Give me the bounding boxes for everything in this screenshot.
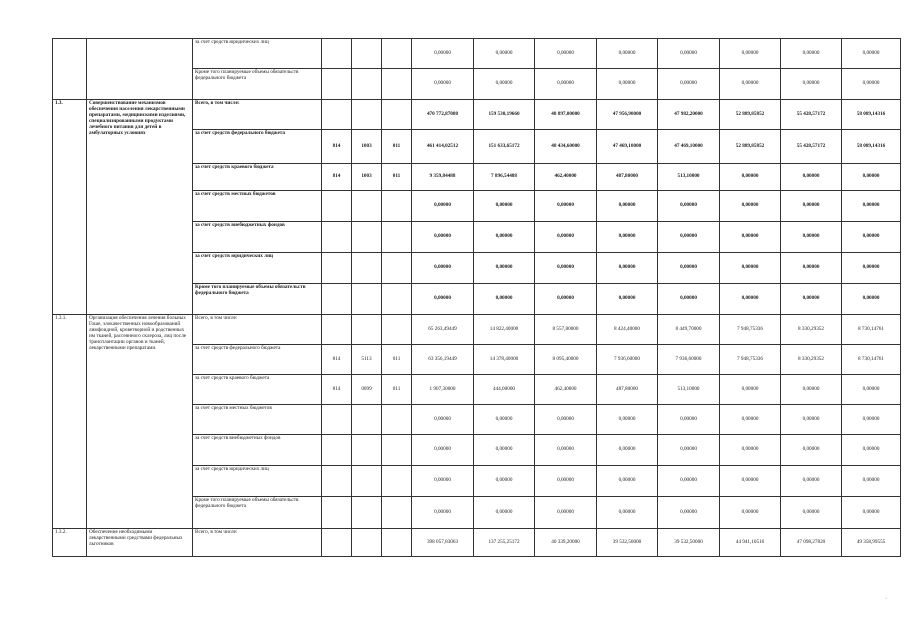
budget-code-cell [352, 100, 382, 130]
amount-cell: 137 255,25172 [474, 529, 535, 557]
amount-cell: 0,00000 [535, 405, 597, 435]
amount-cell: 0,00000 [720, 405, 781, 435]
amount-cell: 0,00000 [842, 253, 901, 284]
budget-code-cell: 0099 [352, 375, 382, 405]
table-row [53, 39, 901, 69]
amount-cell: 0,00000 [535, 497, 597, 529]
amount-cell: 0,00000 [842, 222, 901, 253]
amount-cell: 0,00000 [474, 253, 535, 284]
amount-cell: 0,00000 [842, 284, 901, 315]
amount-cell: 0,00000 [474, 191, 535, 222]
amount-cell: 7 896,54488 [474, 164, 535, 191]
budget-code-cell [322, 100, 352, 130]
amount-cell: 0,00000 [474, 435, 535, 466]
funding-source: за счет средств юридических лиц [193, 39, 322, 69]
budget-code-cell [322, 315, 352, 345]
amount-cell: 487,80000 [597, 164, 658, 191]
budget-code-cell: 011 [382, 375, 412, 405]
budget-code-cell: 814 [322, 130, 352, 164]
amount-cell: 63 356,19449 [412, 345, 474, 375]
amount-cell: 0,00000 [412, 222, 474, 253]
amount-cell: 0,00000 [842, 69, 901, 100]
budget-code-cell [382, 497, 412, 529]
budget-code-cell: 1003 [352, 130, 382, 164]
amount-cell: 0,00000 [658, 466, 720, 497]
budget-code-cell [352, 191, 382, 222]
amount-cell: 0,00000 [842, 164, 901, 191]
budget-code-cell [352, 497, 382, 529]
budget-code-cell [382, 284, 412, 315]
budget-code-cell [382, 253, 412, 284]
amount-cell: 0,00000 [781, 253, 842, 284]
amount-cell: 0,00000 [658, 435, 720, 466]
budget-code-cell [322, 284, 352, 315]
amount-cell: 0,00000 [474, 405, 535, 435]
budget-code-cell [382, 315, 412, 345]
amount-cell: 0,00000 [781, 164, 842, 191]
funding-source: за счет средств внебюджетных фондов [193, 435, 322, 466]
amount-cell: 0,00000 [842, 466, 901, 497]
budget-code-cell [322, 529, 352, 557]
amount-cell: 0,00000 [658, 497, 720, 529]
budget-code-cell [382, 222, 412, 253]
budget-table [52, 38, 901, 557]
amount-cell: 47 469,10000 [658, 130, 720, 164]
amount-cell: 8 557,80000 [535, 315, 597, 345]
funding-source: Всего, в том числе: [193, 529, 322, 557]
amount-cell: 513,10000 [658, 375, 720, 405]
amount-cell: 461 414,02512 [412, 130, 474, 164]
funding-source: за счет средств местных бюджетов [193, 191, 322, 222]
table-row [53, 100, 901, 130]
amount-cell: 0,00000 [781, 39, 842, 69]
budget-code-cell [382, 69, 412, 100]
amount-cell: 0,00000 [535, 284, 597, 315]
amount-cell: 55 428,57172 [781, 100, 842, 130]
amount-cell: 398 057,83063 [412, 529, 474, 557]
amount-cell: 49 358,99555 [842, 529, 901, 557]
amount-cell: 47 098,27820 [781, 529, 842, 557]
amount-cell: 470 772,87080 [412, 100, 474, 130]
amount-cell: 0,00000 [412, 466, 474, 497]
amount-cell: 0,00000 [781, 405, 842, 435]
budget-code-cell [352, 39, 382, 69]
budget-code-cell [382, 39, 412, 69]
amount-cell: 0,00000 [720, 222, 781, 253]
amount-cell: 0,00000 [597, 284, 658, 315]
amount-cell: 0,00000 [781, 191, 842, 222]
amount-cell: 0,00000 [412, 69, 474, 100]
amount-cell: 0,00000 [720, 435, 781, 466]
budget-code-cell [322, 497, 352, 529]
amount-cell: 0,00000 [474, 222, 535, 253]
budget-code-cell: 814 [322, 164, 352, 191]
budget-code-cell [382, 100, 412, 130]
amount-cell: 0,00000 [781, 284, 842, 315]
amount-cell: 0,00000 [720, 39, 781, 69]
amount-cell: 0,00000 [781, 69, 842, 100]
amount-cell: 513,10000 [658, 164, 720, 191]
budget-code-cell [382, 191, 412, 222]
budget-code-cell [322, 466, 352, 497]
funding-source: за счет средств федерального бюджета [193, 130, 322, 164]
amount-cell: 0,00000 [535, 222, 597, 253]
amount-cell: 1 907,30000 [412, 375, 474, 405]
item-name: Организация обеспечения лечения больных Гоше, злокачественных новообразований лимфоидной, кроветворной и родственных им тканей, рассеянного склероза, лиц после трансплантации органов и тканей, лекарственными препаратами. [87, 315, 193, 529]
amount-cell: 7 936,60000 [658, 345, 720, 375]
amount-cell: 0,00000 [535, 466, 597, 497]
amount-cell: 0,00000 [474, 284, 535, 315]
amount-cell: 44 941,10516 [720, 529, 781, 557]
amount-cell: 52 889,85852 [720, 130, 781, 164]
budget-code-cell [352, 466, 382, 497]
budget-code-cell [352, 405, 382, 435]
funding-source: Кроме того планируемые объемы обязательств федерального бюджета [193, 69, 322, 100]
budget-code-cell: 1003 [352, 164, 382, 191]
budget-code-cell [382, 435, 412, 466]
budget-code-cell [322, 39, 352, 69]
amount-cell: 0,00000 [658, 222, 720, 253]
funding-source: за счет средств юридических лиц [193, 253, 322, 284]
funding-source: за счет средств краевого бюджета [193, 164, 322, 191]
amount-cell: 0,00000 [658, 39, 720, 69]
budget-code-cell [382, 529, 412, 557]
amount-cell: 14 378,40000 [474, 345, 535, 375]
amount-cell: 58 089,14316 [842, 130, 901, 164]
item-number: 1.3.2. [53, 529, 87, 557]
amount-cell: 0,00000 [720, 191, 781, 222]
amount-cell: 0,00000 [658, 284, 720, 315]
amount-cell: 0,00000 [412, 39, 474, 69]
amount-cell: 8 095,40000 [535, 345, 597, 375]
amount-cell: 55 428,57172 [781, 130, 842, 164]
budget-code-cell [352, 284, 382, 315]
amount-cell: 0,00000 [842, 497, 901, 529]
table-row [53, 529, 901, 557]
amount-cell: 0,00000 [720, 284, 781, 315]
amount-cell: 0,00000 [597, 405, 658, 435]
table-row [53, 315, 901, 345]
amount-cell: 0,00000 [412, 497, 474, 529]
amount-cell: 0,00000 [781, 222, 842, 253]
amount-cell: 40 339,20000 [535, 529, 597, 557]
amount-cell: 8 330,29352 [781, 315, 842, 345]
amount-cell: 0,00000 [720, 69, 781, 100]
item-name: Совершенствование механизмов обеспечения населения лекарственными препаратами, медицинскими изделиями, специализированными продуктами лечебного питания для детей в амбулаторных условиях [87, 100, 193, 315]
amount-cell: 8 449,70000 [658, 315, 720, 345]
amount-cell: 48 434,60000 [535, 130, 597, 164]
budget-code-cell [322, 435, 352, 466]
item-number: 1.3. [53, 100, 87, 315]
page-mark: · [885, 596, 887, 602]
amount-cell: 0,00000 [781, 435, 842, 466]
budget-code-cell [352, 315, 382, 345]
amount-cell: 0,00000 [535, 191, 597, 222]
budget-code-cell [352, 435, 382, 466]
funding-source: за счет средств краевого бюджета [193, 375, 322, 405]
amount-cell: 39 532,50000 [658, 529, 720, 557]
amount-cell: 462,40000 [535, 375, 597, 405]
amount-cell: 151 633,65172 [474, 130, 535, 164]
budget-code-cell [352, 529, 382, 557]
amount-cell: 0,00000 [658, 191, 720, 222]
item-number [53, 39, 87, 100]
funding-source: Всего, в том числе: [193, 315, 322, 345]
amount-cell: 0,00000 [597, 435, 658, 466]
item-number: 1.3.1. [53, 315, 87, 529]
amount-cell: 0,00000 [781, 466, 842, 497]
amount-cell: 0,00000 [842, 375, 901, 405]
budget-code-cell [352, 253, 382, 284]
amount-cell: 0,00000 [842, 39, 901, 69]
amount-cell: 0,00000 [597, 497, 658, 529]
amount-cell: 0,00000 [720, 164, 781, 191]
amount-cell: 0,00000 [842, 191, 901, 222]
amount-cell: 0,00000 [781, 375, 842, 405]
amount-cell: 0,00000 [535, 39, 597, 69]
budget-code-cell: 011 [382, 164, 412, 191]
amount-cell: 487,80000 [597, 375, 658, 405]
amount-cell: 0,00000 [720, 497, 781, 529]
amount-cell: 0,00000 [412, 435, 474, 466]
amount-cell: 0,00000 [597, 466, 658, 497]
amount-cell: 444,00000 [474, 375, 535, 405]
amount-cell: 47 469,10000 [597, 130, 658, 164]
budget-code-cell [322, 69, 352, 100]
budget-code-cell [322, 405, 352, 435]
funding-source: за счет средств юридических лиц [193, 466, 322, 497]
amount-cell: 462,40000 [535, 164, 597, 191]
amount-cell: 0,00000 [842, 405, 901, 435]
amount-cell: 0,00000 [412, 253, 474, 284]
amount-cell: 0,00000 [597, 191, 658, 222]
amount-cell: 0,00000 [535, 435, 597, 466]
amount-cell: 0,00000 [720, 375, 781, 405]
budget-code-cell [352, 222, 382, 253]
amount-cell: 0,00000 [412, 405, 474, 435]
budget-code-cell [322, 253, 352, 284]
amount-cell: 0,00000 [412, 191, 474, 222]
amount-cell: 47 982,20000 [658, 100, 720, 130]
amount-cell: 0,00000 [535, 69, 597, 100]
amount-cell: 0,00000 [535, 253, 597, 284]
item-name [87, 39, 193, 100]
amount-cell: 0,00000 [474, 497, 535, 529]
amount-cell: 0,00000 [720, 466, 781, 497]
funding-source: Кроме того планируемые объемы обязательств федерального бюджета [193, 497, 322, 529]
amount-cell: 0,00000 [597, 69, 658, 100]
budget-code-cell: 011 [382, 130, 412, 164]
amount-cell: 52 889,85852 [720, 100, 781, 130]
amount-cell: 8 730,14761 [842, 345, 901, 375]
amount-cell: 0,00000 [658, 405, 720, 435]
budget-code-cell [322, 222, 352, 253]
amount-cell: 0,00000 [781, 497, 842, 529]
amount-cell: 159 530,19660 [474, 100, 535, 130]
amount-cell: 14 822,40000 [474, 315, 535, 345]
amount-cell: 0,00000 [412, 284, 474, 315]
budget-code-cell [382, 405, 412, 435]
amount-cell: 8 424,40000 [597, 315, 658, 345]
item-name: Обеспечение необходимыми лекарственными средствами федеральных льготников [87, 529, 193, 557]
amount-cell: 8 330,29352 [781, 345, 842, 375]
amount-cell: 0,00000 [597, 222, 658, 253]
amount-cell: 0,00000 [720, 253, 781, 284]
amount-cell: 0,00000 [474, 466, 535, 497]
budget-code-cell: 814 [322, 375, 352, 405]
amount-cell: 47 956,90000 [597, 100, 658, 130]
amount-cell: 9 359,84488 [412, 164, 474, 191]
budget-code-cell: 814 [322, 345, 352, 375]
amount-cell: 7 948,75336 [720, 345, 781, 375]
amount-cell: 7 936,60000 [597, 345, 658, 375]
budget-code-cell: 5113 [352, 345, 382, 375]
amount-cell: 0,00000 [474, 39, 535, 69]
amount-cell: 7 948,75336 [720, 315, 781, 345]
budget-code-cell: 011 [382, 345, 412, 375]
table-body [53, 39, 901, 557]
funding-source: за счет средств внебюджетных фондов [193, 222, 322, 253]
amount-cell: 0,00000 [597, 39, 658, 69]
amount-cell: 0,00000 [842, 435, 901, 466]
funding-source: за счет средств местных бюджетов [193, 405, 322, 435]
amount-cell: 39 532,50000 [597, 529, 658, 557]
amount-cell: 65 263,49449 [412, 315, 474, 345]
budget-code-cell [382, 466, 412, 497]
amount-cell: 0,00000 [597, 253, 658, 284]
budget-code-cell [352, 69, 382, 100]
amount-cell: 58 089,14316 [842, 100, 901, 130]
budget-code-cell [322, 191, 352, 222]
amount-cell: 0,00000 [474, 69, 535, 100]
funding-source: за счет средств федерального бюджета [193, 345, 322, 375]
amount-cell: 0,00000 [658, 253, 720, 284]
funding-source: Всего, в том числе: [193, 100, 322, 130]
funding-source: Кроме того планируемые объемы обязательств федерального бюджета [193, 284, 322, 315]
amount-cell: 48 897,00000 [535, 100, 597, 130]
amount-cell: 0,00000 [658, 69, 720, 100]
amount-cell: 8 730,14761 [842, 315, 901, 345]
